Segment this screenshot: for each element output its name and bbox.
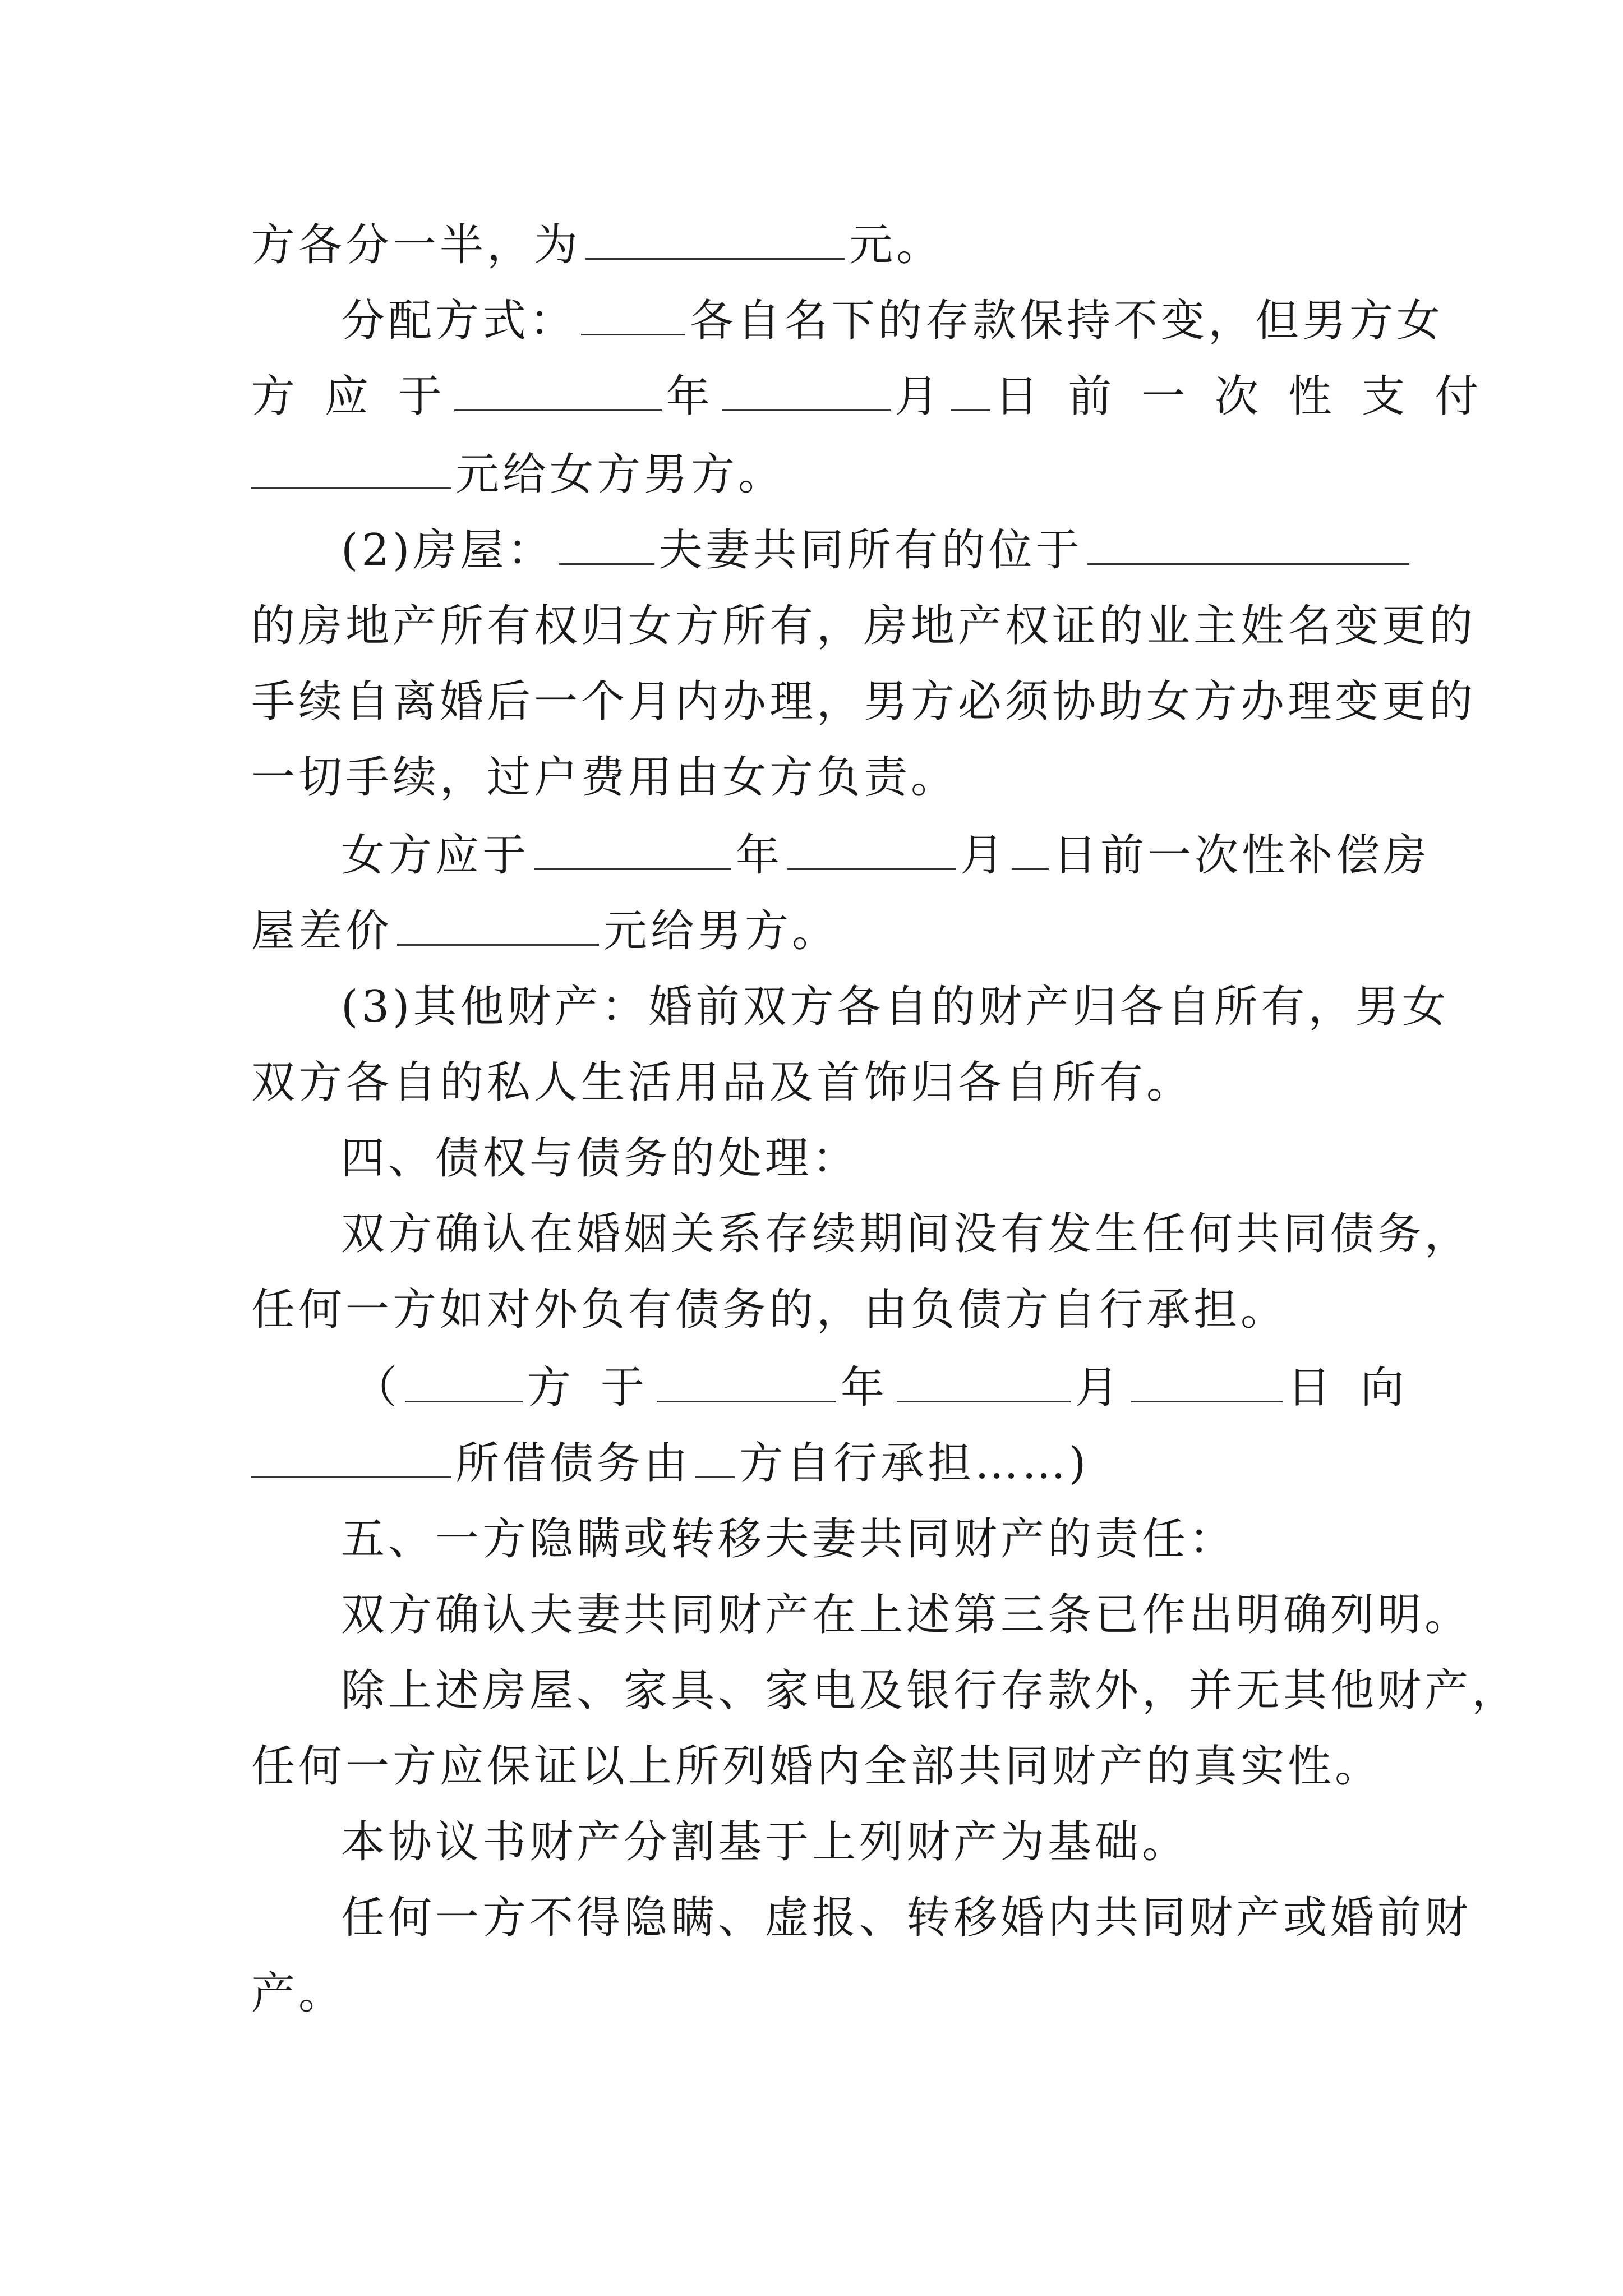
text-segment: 月 (895, 371, 947, 422)
text-segment: 任何一方应保证以上所列婚内全部共同财产的真实性。 (251, 1741, 1382, 1792)
text-segment: 一切手续，过户费用由女方负责。 (251, 752, 958, 803)
text-segment: 日前一次性补偿房 (1053, 830, 1431, 881)
text-segment: 各自名下的存款保持不变，但男方女 (690, 296, 1444, 346)
fill-blank (1012, 834, 1049, 870)
text-segment: 屋差价 (251, 906, 393, 956)
fill-blank (722, 375, 891, 411)
text-segment: 的房地产所有权归女方所有，房地产权证的业主姓名变更的 (251, 601, 1477, 651)
text-line (251, 1968, 346, 2019)
fill-blank (787, 834, 956, 870)
text-segment: 元。 (849, 220, 944, 270)
text-segment: 方各分一半，为 (251, 220, 582, 270)
text-segment: 日 向 (1287, 1363, 1412, 1413)
text-segment: 任何一方不得隐瞒、虚报、转移婚内共同财产或婚前财 (341, 1893, 1472, 1943)
text-segment: 元给男方。 (603, 906, 840, 956)
fill-blank (1087, 528, 1409, 565)
text-segment: 分配方式： (341, 296, 577, 346)
fill-blank (581, 299, 685, 335)
text-line (341, 296, 1444, 346)
text-segment: 女方应于 (341, 830, 530, 881)
text-segment: 年 (736, 830, 783, 881)
text-segment: 年 (666, 371, 718, 422)
text-segment: 方 应 于 (251, 371, 450, 422)
text-line (251, 1438, 1090, 1489)
text-line (251, 1285, 1288, 1335)
text-segment: 双方确认夫妻共同财产在上述第三条已作出明确列明。 (341, 1590, 1472, 1640)
text-segment: 四、债权与债务的处理： (341, 1133, 860, 1184)
fill-blank (251, 453, 451, 489)
text-segment: 所借债务由 (455, 1438, 691, 1489)
text-segment: 日 前 一 次 性 支 付 (994, 371, 1487, 422)
text-segment: 本协议书财产分割基于上列财产为基础。 (341, 1817, 1189, 1867)
text-segment: (3)其他财产：婚前双方各自的财产归各自所有，男女 (341, 982, 1450, 1032)
text-segment: 五、一方隐瞒或转移夫妻共同财产的责任： (341, 1514, 1237, 1565)
fill-blank (534, 834, 731, 870)
text-segment: 除上述房屋、家具、家电及银行存款外，并无其他财产， (341, 1665, 1519, 1716)
text-segment: （ (353, 1363, 405, 1413)
text-line (251, 1057, 1194, 1108)
fill-blank (454, 375, 662, 411)
text-segment: 产。 (251, 1968, 346, 2019)
text-line (353, 1363, 1412, 1413)
text-line (341, 1817, 1189, 1867)
text-line (251, 1741, 1382, 1792)
text-line (251, 449, 786, 500)
fill-blank (559, 528, 654, 565)
text-line (251, 752, 958, 803)
text-segment: (2)房屋： (341, 525, 555, 576)
text-line (251, 220, 944, 270)
text-segment: 方自行承担……) (739, 1438, 1090, 1489)
text-segment: 任何一方如对外负有债务的，由负债方自行承担。 (251, 1285, 1288, 1335)
text-segment: 月 (1075, 1363, 1127, 1413)
fill-blank (951, 375, 990, 411)
fill-blank (695, 1442, 735, 1478)
text-line (341, 1893, 1472, 1943)
text-segment: 月 (960, 830, 1008, 881)
text-line (251, 677, 1477, 727)
text-segment: 方 于 (527, 1363, 652, 1413)
fill-blank (405, 1366, 523, 1402)
text-segment: 元给女方男方。 (455, 449, 786, 500)
text-line (341, 1209, 1472, 1259)
fill-blank (251, 1442, 451, 1478)
fill-blank (897, 1366, 1071, 1402)
text-line (251, 601, 1477, 651)
text-line (341, 830, 1431, 881)
text-line (341, 1590, 1472, 1640)
text-segment: 双方各自的私人生活用品及首饰归各自所有。 (251, 1057, 1194, 1108)
text-line (251, 906, 840, 956)
section-heading (341, 1133, 860, 1184)
text-segment: 夫妻共同所有的位于 (658, 525, 1083, 576)
text-segment: 年 (840, 1363, 892, 1413)
text-line (341, 525, 1414, 576)
text-segment: 手续自离婚后一个月内办理，男方必须协助女方办理变更的 (251, 677, 1477, 727)
fill-blank (1131, 1366, 1283, 1402)
fill-blank (585, 223, 845, 260)
fill-blank (657, 1366, 836, 1402)
text-segment: 双方确认在婚姻关系存续期间没有发生任何共同债务， (341, 1209, 1472, 1259)
text-line (341, 1665, 1519, 1716)
section-heading (341, 1514, 1237, 1565)
fill-blank (397, 909, 599, 946)
text-line (341, 982, 1450, 1032)
text-line (251, 371, 1487, 422)
